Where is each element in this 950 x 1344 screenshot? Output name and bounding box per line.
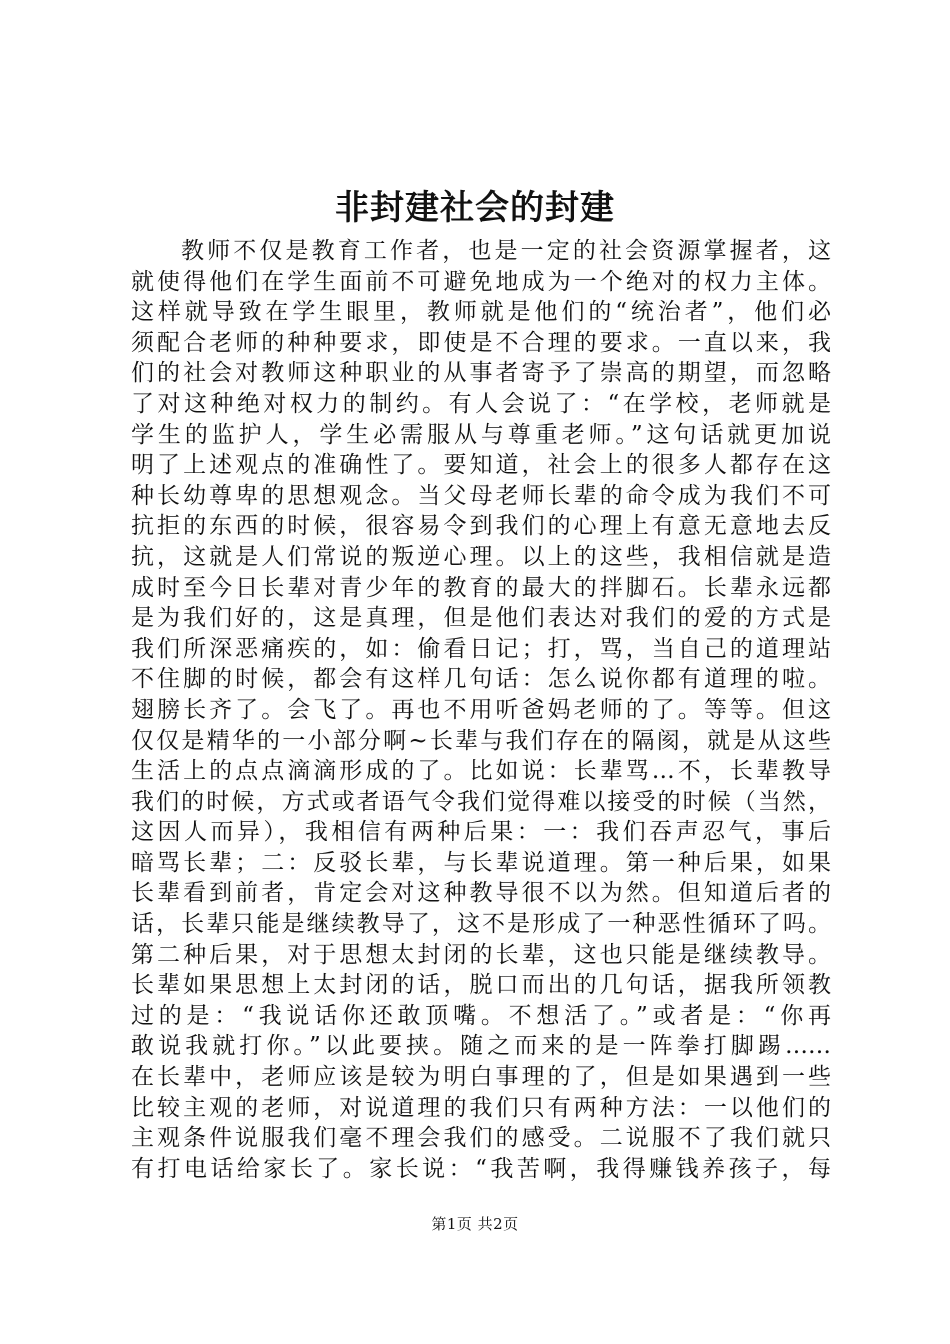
body-line: 是为我们好的，这是真理，但是他们表达对我们的爱的方式是 <box>131 605 831 632</box>
body-line: 长辈看到前者，肯定会对这种教导很不以为然。但知道后者的 <box>131 880 831 907</box>
body-line: 抗，这就是人们常说的叛逆心理。以上的这些，我相信就是造 <box>131 543 831 570</box>
body-line: 我们所深恶痛疾的，如：偷看日记；打，骂，当自己的道理站 <box>131 635 831 662</box>
body-line: 教师不仅是教育工作者，也是一定的社会资源掌握者，这 <box>181 238 831 264</box>
body-line: 翅膀长齐了。会飞了。再也不用听爸妈老师的了。等等。但这 <box>131 696 831 723</box>
body-line: 不住脚的时候，都会有这样几句话：怎么说你都有道理的啦。 <box>131 666 831 693</box>
body-line: 话，长辈只能是继续教导了，这不是形成了一种恶性循环了吗。 <box>131 911 831 938</box>
page-footer: 第1页 共2页 <box>431 1215 519 1233</box>
body-line: 第二种后果，对于思想太封闭的长辈，这也只能是继续教导。 <box>131 941 831 968</box>
body-line: 这样就导致在学生眼里，教师就是他们的“统治者”，他们必 <box>131 299 831 326</box>
body-line: 比较主观的老师，对说道理的我们只有两种方法：一以他们的 <box>131 1094 831 1121</box>
body-line: 有打电话给家长了。家长说：“我苦啊，我得赚钱养孩子，每 <box>131 1155 831 1182</box>
body-line: 明了上述观点的准确性了。要知道，社会上的很多人都存在这 <box>131 452 831 479</box>
document-body <box>131 236 831 1184</box>
body-line: 我们的时候，方式或者语气令我们觉得难以接受的时候（当然， <box>131 788 831 815</box>
body-line: 在长辈中，老师应该是较为明白事理的了，但是如果遇到一些 <box>131 1064 831 1091</box>
body-line: 敢说我就打你。”以此要挟。随之而来的是一阵拳打脚踢…… <box>131 1033 831 1060</box>
body-line: 们的社会对教师这种职业的从事者寄予了崇高的期望，而忽略 <box>131 360 831 387</box>
body-line: 主观条件说服我们毫不理会我们的感受。二说服不了我们就只 <box>131 1125 831 1152</box>
body-line: 仅仅是精华的一小部分啊~长辈与我们存在的隔阂，就是从这些 <box>131 727 831 754</box>
body-line: 须配合老师的种种要求，即使是不合理的要求。一直以来，我 <box>131 329 831 356</box>
body-line: 生活上的点点滴滴形成的了。比如说：长辈骂…不，长辈教导 <box>131 758 831 785</box>
body-line: 了对这种绝对权力的制约。有人会说了：“在学校，老师就是 <box>131 390 831 417</box>
body-line: 抗拒的东西的时候，很容易令到我们的心理上有意无意地去反 <box>131 513 831 540</box>
body-line: 长辈如果思想上太封闭的话，脱口而出的几句话，据我所领教 <box>131 972 831 999</box>
body-line: 学生的监护人，学生必需服从与尊重老师。”这句话就更加说 <box>131 421 831 448</box>
body-line: 这因人而异），我相信有两种后果：一：我们吞声忍气，事后 <box>131 819 831 846</box>
body-line: 成时至今日长辈对青少年的教育的最大的拌脚石。长辈永远都 <box>131 574 831 601</box>
body-line: 就使得他们在学生面前不可避免地成为一个绝对的权力主体。 <box>131 268 831 295</box>
body-line: 过的是：“我说话你还敢顶嘴。不想活了。”或者是：“你再 <box>131 1002 831 1029</box>
body-line: 暗骂长辈；二：反驳长辈，与长辈说道理。第一种后果，如果 <box>131 849 831 876</box>
document-title: 非封建社会的封建 <box>335 188 615 228</box>
body-line: 种长幼尊卑的思想观念。当父母老师长辈的命令成为我们不可 <box>131 482 831 509</box>
